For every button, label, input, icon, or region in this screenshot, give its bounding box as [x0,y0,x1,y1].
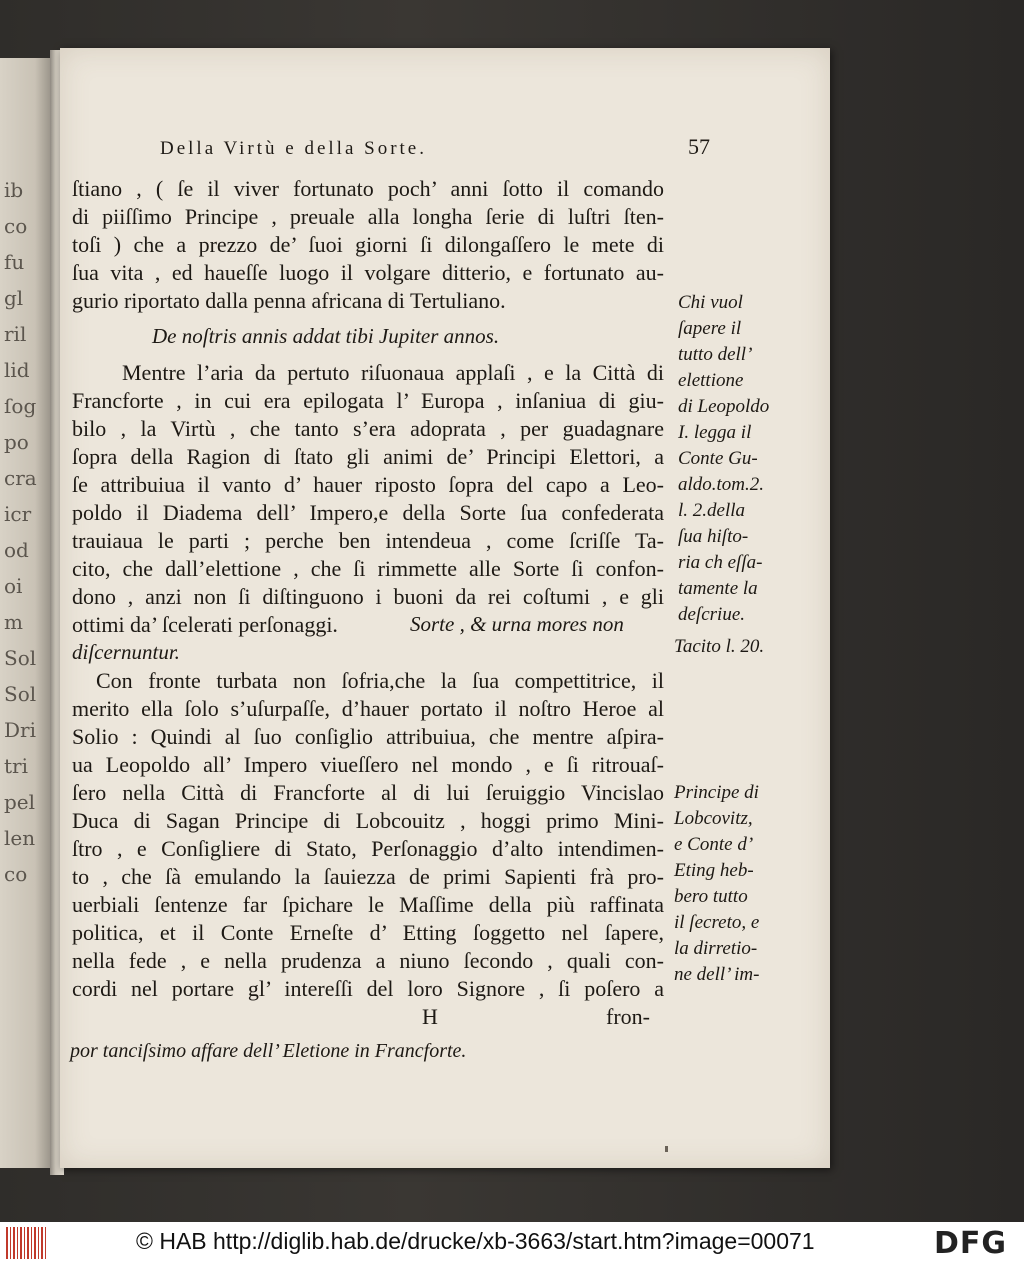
latin-quote-inline: Sorte , & urna mores non [410,612,624,636]
body-line: ua Leopoldo all’ Impero viueſſero nel mondo , e ſi ritrouaſ- [72,752,664,777]
barcode-icon [6,1227,48,1259]
margin-note-line: aldo.tom.2. [678,474,765,495]
body-line: Solio : Quindi al ſuo conſiglio attribuiua, che mentre aſpira- [72,724,664,749]
facing-page-fragment: len [4,826,36,850]
body-line: cito, che dall’elettione , che ſi rimmette alle Sorte ſi confon- [72,556,664,581]
margin-note-line: la dirretio- [674,938,758,959]
facing-page-fragment: tri [4,754,28,778]
page-number: 57 [688,134,710,159]
margin-note-line: Lobcovitz, [674,808,753,829]
signature-mark: H [422,1004,438,1029]
copyright-link[interactable]: © HAB http://diglib.hab.de/drucke/xb-3663/start.htm?image=00071 [136,1228,815,1254]
margin-note-line: bero tutto [674,886,748,907]
facing-page-fragment: Sol [4,646,37,670]
body-line: uerbiali ſentenze far ſpichare le Maſſime della più raffinata [72,892,664,917]
facing-page-fragment: m [4,610,23,634]
margin-note-line: Chi vuol [678,292,743,313]
facing-page-fragment: co [4,214,28,238]
facing-page-fragment: po [4,430,29,454]
facing-page-fragment: co [4,862,28,886]
body-line: dono , anzi non ſi diſtinguono i buoni da rei coſtumi , e gli [72,584,664,609]
facing-page-fragment: oi [4,574,23,598]
latin-quote-tail: diſcernuntur. [72,640,180,664]
body-line: ſua vita , ed haueſſe luogo il volgare ditterio, e fortunato au- [72,260,664,285]
body-line: ottimi da’ ſcelerati perſonaggi. [72,612,338,637]
body-line: ſtro , e Conſigliere di Stato, Perſonaggio d’alto intendimen- [72,836,664,861]
body-line: cordi nel portare gl’ intereſſi del loro Signore , ſi poſero a [72,976,664,1001]
latin-quote: De noſtris annis addat tibi Jupiter annos. [152,324,500,348]
catchword: fron- [606,1004,650,1029]
margin-note-line: tutto dell’ [678,344,753,365]
margin-note-line: Principe di [674,782,759,803]
body-line: bilo , la Virtù , che tanto s’era adoprata , per guadagnare [72,416,664,441]
margin-note-line: Eting heb- [674,860,754,881]
footnote: por tanciſsimo affare dell’ Eletione in Francforte. [70,1040,467,1062]
body-line: ſtiano , ( ſe il viver fortunato poch’ anni ſotto il comando [72,176,664,201]
body-line: to , che ſà emulando la ſauiezza de primi Sapienti frà pro- [72,864,664,889]
margin-note-line: Tacito l. 20. [674,636,765,657]
body-line: di piiſſimo Principe , preuale alla longha ſerie di luſtri ſten- [72,204,664,229]
facing-page-fragment: ib [4,178,24,202]
margin-note-line: Conte Gu- [678,448,758,469]
margin-note-line: ſua hiſto- [678,526,749,547]
facing-page-fragment: ſog [4,394,37,418]
facing-page-fragment: icr [4,502,32,526]
running-head: Della Virtù e della Sorte. [160,138,427,159]
dfg-logo: DFG [934,1226,1008,1261]
margin-note-line: e Conte d’ [674,834,754,855]
body-line: ſero nella Città di Francforte al di lui ſeruiggio Vincislao [72,780,664,805]
body-line: Con fronte turbata non ſofria,che la ſua compettitrice, il [96,668,664,693]
facing-page-fragment: lid [4,358,30,382]
margin-note-line: ria ch eſſa- [678,552,763,573]
facing-page-fragment: od [4,538,29,562]
body-line: poldo il Diadema dell’ Impero,e della Sorte ſua confederata [72,500,664,525]
margin-note-line: il ſecreto, e [674,912,760,933]
margin-note-line: tamente la [678,578,758,599]
facing-page-fragment: Sol [4,682,37,706]
body-line: Francforte , in cui era epilogata l’ Europa , inſaniua di giu- [72,388,664,413]
margin-note-line: l. 2.della [678,500,746,521]
body-line: Duca di Sagan Principe di Lobcouitz , hoggi primo Mini- [72,808,664,833]
book-page [60,48,830,1168]
paper-speck [665,1146,668,1152]
margin-note-line: I. legga il [678,422,752,443]
body-line: nella fede , e nella prudenza a niuno ſecondo , quali con- [72,948,664,973]
margin-note-line: ſapere il [678,318,742,339]
facing-page-fragment: fu [4,250,25,274]
facing-page-fragment: ril [4,322,27,346]
margin-note-line: elettione [678,370,744,391]
facing-page-fragment: Dri [4,718,36,742]
margin-note-line: di Leopoldo [678,396,770,417]
body-line: gurio riportato dalla penna africana di Tertuliano. [72,288,506,313]
margin-note-line: ne dell’ im- [674,964,760,985]
body-line: merito ella ſolo s’uſurpaſſe, d’hauer portato il noſtro Heroe al [72,696,664,721]
facing-page-fragment: gl [4,286,24,310]
body-line: toſi ) che a prezzo de’ ſuoi giorni ſi dilongaſſero le mete di [72,232,664,257]
footer-bar [0,1222,1024,1264]
margin-note-line: deſcriue. [678,604,746,625]
body-line: Mentre l’aria da pertuto riſuonaua applaſi , e la Città di [122,360,664,385]
facing-page-edge [0,58,50,1168]
body-line: trauiaua le parti ; perche ben intendeua , come ſcriſſe Ta- [72,528,664,553]
body-line: ſopra della Ragion di ſtato gli animi de’ Principi Elettori, a [72,444,664,469]
facing-page-fragment: pel [4,790,36,814]
body-line: politica, et il Conte Erneſte d’ Etting ſoggetto nel ſapere, [72,920,664,945]
body-line: ſe attribuiua il vanto d’ hauer riposto ſopra del capo a Leo- [72,472,664,497]
facing-page-fragment: cra [4,466,37,490]
